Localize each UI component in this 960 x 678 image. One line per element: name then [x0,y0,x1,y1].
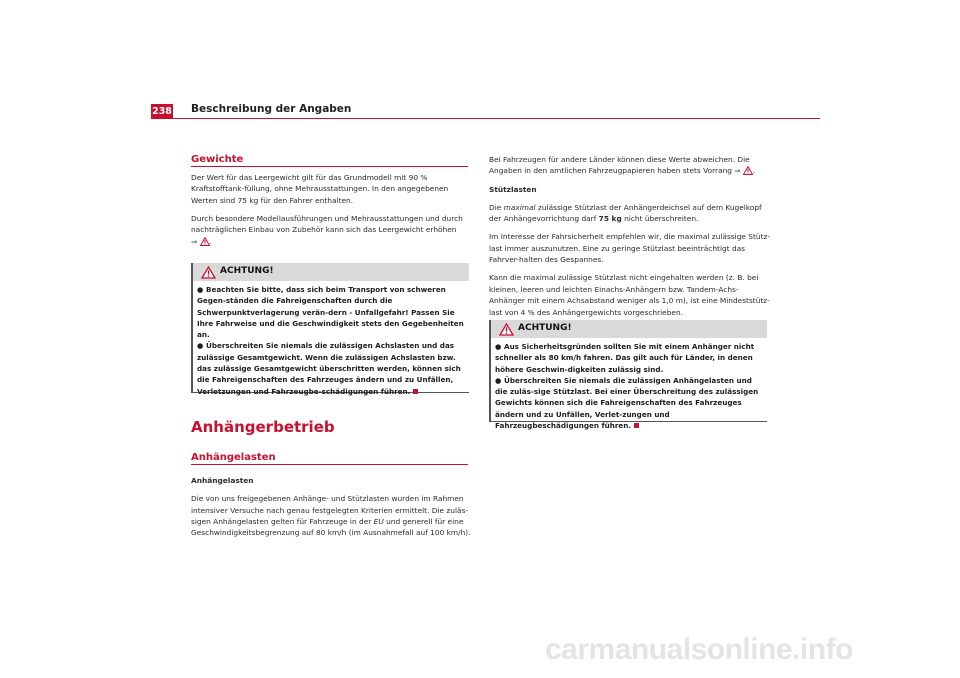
paragraph-text: Die von uns freigegebenen Anhänge- und Stützlasten wurden im Rahmen intensiver Versuche nach genau festgelegten Kriterien ermittelt. Die zuläs-sigen Anhängelasten gelten für Fahrzeuge in der [191,494,469,527]
paragraph: Kann die maximal zulässige Stützlast nicht eingehalten werden (z. B. bei kleinen, leeren und leichten Einachs-Anhängern bzw. Tandem-Achs-Anhänger mit einem Achsabstand weniger als 1,0 m), ist eine Mindeststütz-last von 4 % des Anhängergewichts vorgeschrieben. [489,273,770,317]
right-column-text [489,154,773,325]
warning-header [193,263,469,281]
paragraph-text: Bei Fahrzeugen für andere Länder können diese Werte abweichen. Die Angaben in den amtlichen Fahrzeugpapieren haben stets Vorrang [489,155,750,176]
subheading-label: Anhängelasten [191,476,254,485]
gewichte-text [191,172,473,254]
watermark: carmanualsonline.info [545,633,853,666]
section-heading-anhaengelasten: Anhängelasten [191,452,276,463]
paragraph [191,493,473,539]
page-number: 238 [152,106,172,117]
warning-bullet [495,375,765,431]
anhaengelasten-text [191,475,473,546]
reference-arrow: ⇒ [191,236,198,246]
emphasis-maximal: maximal [503,202,536,212]
warning-triangle-icon [743,166,756,176]
punctuation: . [752,166,756,176]
end-mark-icon [413,389,418,394]
warning-bullet-text: Überschreiten Sie niemals die zulässigen Achslasten und das zulässige Gesamtgewicht. Wenn die zulässigen Achslasten bzw. das zulässige Gesamtgewicht überschritten werden, können sich die Fahreigenschaften des Fahrzeuges ändern und zu Unfällen, Verletzungen und Fahrzeugbe-schädigungen führen. [197,341,461,396]
paragraph [489,154,773,177]
warning-bullet-text: Aus Sicherheitsgründen sollten Sie mit einem Anhänger nicht schneller als 80 km/h fahren. Das gilt auch für Länder, in denen höhere Geschwin-digkeiten zulässig sind. [495,342,755,374]
paragraph-text: und generell für eine Geschwindigkeitsbegrenzung auf 80 km/h (im Ausnahmefall auf 100 km/h). [191,517,471,538]
paragraph [191,213,473,247]
warning-bullet-text: Beachten Sie bitte, dass sich beim Transport von schweren Gegen-ständen die Fahreigenschaften durch die Schwerpunktverlagerung verän-dern - Unfallgefahr! Passen Sie Ihre Fahrweise und die Geschwindigkeit stets den Gegebenheiten an. [197,285,464,340]
bullet-icon: ● [495,375,502,385]
punctuation: . [209,236,212,246]
warning-bullet-text: Überschreiten Sie niemals die zulässigen Anhängelasten und die zuläs-sige Stützlast. Bei einer Überschreitung des zulässigen Gewichts können sich die Fahreigenschaften des Fahrzeuges ändern und zu Unfällen, Verlet-zungen und Fahrzeugbeschädigungen führen. [495,375,759,431]
warning-triangle-icon [201,266,216,279]
section-divider [191,166,468,167]
warning-triangle-icon [200,237,210,246]
paragraph: Im Interesse der Fahrsicherheit empfehlen wir, die maximal zulässige Stütz-last immer auszunutzen. Eine zu geringe Stützlast beeinträchtigt das Fahrver-halten des Gespannes. [489,232,771,265]
paragraph: Der Wert für das Leergewicht gilt für das Grundmodell mit 90 % Kraftstofftank-füllung, ohne Mehrausstattungen. In den angegebenen Werten sind 75 kg für den Fahrer enthalten. [191,173,449,205]
paragraph-text: Durch besondere Modellausführungen und Mehrausstattungen und durch nachträglichen Einbau von Zubehör kann sich das Leergewicht erhöhen [191,214,463,235]
running-header-title: Beschreibung der Angaben [191,103,352,115]
warning-bullet [495,341,765,375]
warning-bullet [197,284,467,340]
warning-body [197,284,467,397]
warning-box [191,263,469,396]
paragraph-text: nicht überschreiten. [624,214,699,224]
warning-header [491,320,767,338]
bullet-icon: ● [495,342,502,351]
emphasis-eu: EU [373,517,384,527]
reference-arrow: ⇒ [734,166,741,176]
section-heading-gewichte: Gewichte [191,154,244,165]
end-mark-icon [634,423,639,428]
paragraph-text: Die [489,202,502,212]
emphasis-kg: 75 kg [598,214,622,224]
warning-box [489,320,767,431]
warning-bullet [197,340,467,396]
warning-body [495,341,765,431]
bullet-icon: ● [197,341,204,351]
warning-triangle-icon [499,323,514,336]
paragraph-text: zulässige Stützlast der Anhängerdeichsel auf dem Kugelkopf der Anhängevorrichtung darf [489,202,762,224]
warning-title: ACHTUNG! [220,266,274,276]
warning-title: ACHTUNG! [518,323,572,333]
section-divider [191,464,468,465]
header-divider [173,118,820,119]
bullet-icon: ● [197,285,204,294]
chapter-title: Anhängerbetrieb [191,418,335,436]
subheading-label: Stützlasten [489,184,537,194]
paragraph [489,202,773,225]
